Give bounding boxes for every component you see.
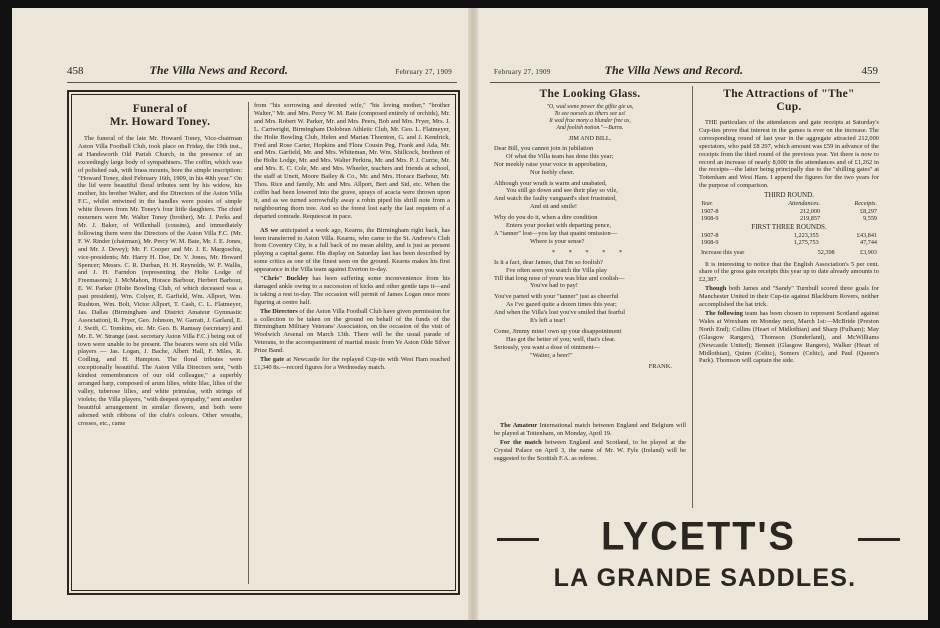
advert-brand: LYCETT'S [601,514,796,560]
attractions-column [699,88,879,508]
table-cell: 52,398 [817,248,835,256]
third-round-title: THIRD ROUND. [764,191,814,200]
funeral-headline-2: Mr. Howard Toney. [109,116,211,128]
poem-stanzas [494,145,686,360]
poem-line: You've had to pay! [530,282,578,290]
third-round-table [699,200,879,223]
poem-line: Nor meekly raise your voice in approbation, [494,160,608,168]
year-header: Year. [701,200,713,208]
poem-line: Why do you do it, when a dire condition [494,214,598,222]
left-running-title: The Villa News and Record. [149,63,288,77]
table-cell: £43,841 [856,231,877,239]
right-page-number: 459 [861,65,878,77]
poem-line: Where is your sense? [530,237,585,245]
referee-note-text: between England and Scotland, to be played at the Crystal Palace on April 3, the name of Mr. W. Fyle (Ireland) will be suggested to the Scottish F.A. as referee. [494,438,686,462]
table-cell: 1907-8 [701,207,719,215]
international-notes [494,422,686,508]
column-divider [248,102,249,584]
poem-line: Till that long nose of yours was blue and coolish— [494,274,625,282]
table-row [699,208,879,216]
poem-line: Of what the Villa team has done this year; [506,152,614,160]
poem-line: Although your wrath is warm and unabated, [494,179,607,187]
poem-line: Nor feebly cheer. [530,168,575,176]
poem-line: You've parted with your "tanner" just as cheerful [494,293,619,301]
attractions-intro: THE particulars of the attendances and gate receipts at Saturday's Cup-ties prove that interest in the games is ever on the increase. The corresponding round of last year in the aggregate attracted 212,000 spectators, who paid £8 297, which amount was £59 in advance of the receipts from the third round of the previous year. Yet there is now to record an increase of nearly 8,000 in the attendances and of £1,262 in the receipts—the latter being principally due to the "shilling gates" at Tottenham and West Ham. I append the figures for the two years for the purpose of comparison. [699,119,879,190]
epigraph-line: "O, wad some power the giftie gie us, [546,104,634,110]
amateur-note-text: International match between England and Belgium will be played at Tottenham, on Monday, April 19. [494,422,686,437]
poem-line: I've often seen you watch the Villa play [506,266,607,274]
poem-line: "Waiter, a beer!" [530,351,573,359]
left-page-date: February 27, 1909 [395,68,452,76]
poem-stanza [494,293,686,325]
poem-line: As I've gazed quite a dozen times this year; [506,301,617,309]
poem-stanza [494,180,686,212]
scotland-team-text: team has been chosen to represent Scotland against Wales at Wrexham on Monday next, March 1st:—McBride (Preston North End); Collins (Heart of Midlothian) and Sharp (Fulham); May (Glasgow Rangers), Thomson (Sunderland), and McWilliams (Newcastle United); Bennett (Glasgow Rangers), Walker (Heart of Midlothian), Quinn (Celtic), Somers (Celtic), and Paul (Queen's Park). Thomson will captain the side. [699,309,879,365]
poem-stanza [494,145,686,177]
table-row [699,239,879,247]
referee-note: For the match between England and Scotland, to be played at the Crystal Palace on April 3, the name of Mr. W. Fyle (Ireland) will be suggested to the Scottish F.A. as referee. [494,438,686,462]
share-paragraph: It is interesting to notice that the English Association's 5 per cent. share of the gross gate receipts this year up to date already amounts to £2,387. [699,260,879,284]
poem-signature: FRANK. [648,362,672,370]
right-running-title: The Villa News and Record. [604,63,743,77]
right-page-date: February 27, 1909 [494,68,551,76]
funeral-continuation: from "his sorrowing and devoted wife," "his loving mother," "brother Walter," Mr. and Mrs. Percy W. M. Bate (composed entirely of orchids), Mr. and Mrs. Robert W. Parker, Mr. and Mrs. Peers, Bob and Mrs. Fryer, Mrs. J. L. Cartwright, Birmingham Dolobran Athletic Club, Mr. Geo. L. Flatmeyer, the Holte Bowling Club, Helen and Marian Thornton, G. and J. Kendrick, Fred and Rose Carter, Hopkins and Flora Cousin Peg, Frank and Ada, Mr. and Mrs. Garfield, Mr. and Mrs. Whiteman, Mr. Wm. Shillcock, brethren of the Holte Lodge, Mr. and Mrs. Walter Perkins, Mr. and Mrs. P. J. Currie, Mr. and Mrs. E. C. Cole, Mr. and Mrs. Wheeler, teachers and friends at school, the staff at Unett, Moore Bailey & Co., Mr. and Mrs. Horace Barbour, Mr. Thos. Rice and family, Mr. and Mrs. Allport, Bert and Sid, etc. When the coffin had been lowered into the grave, sprays of acacia were thrown upon it, and as we turned sorrowfully away a robin piped his shrill note from a neighbouring thorn tree. And so the forest lost early the last requiem of a departed comrade. Requiescat in pace. [254,102,450,220]
advert-rule-left [497,538,539,541]
right-header-rule [490,82,880,83]
column-divider [692,86,693,508]
advert-rule-right [858,538,900,541]
funeral-column-1 [78,103,242,588]
table-cell: £3,903 [859,248,877,256]
advert-product: LA GRANDE SADDLES. [553,564,857,592]
kearns-paragraph: AS we anticipated a week ago, Kearns, the Birmingham right back, has been transferred to Aston Villa. Kearns, who came to the St. Andrew's Club from Coventry City, is a full back of no mean ability, and is just as present playing a capital game. His display on Saturday last has been described by some critics as one of the finest seen on the ground. Kearns makes his first appearance in the Villa team against Everton to-day. [254,226,450,274]
poem-line: Enters your pocket with departing pence, [506,222,612,230]
table-row [699,215,879,223]
poem-line: Seriously, you want a dose of ointment— [494,343,600,351]
scotland-team-paragraph: The following team has been chosen to represent Scotland against Wales at Wrexham on Monday next, March 1st:—McBride (Preston North End); Collins (Heart of Midlothian) and Sharp (Fulham); May (Glasgow Rangers), Thomson (Sunderland), and McWilliams (Newcastle United); Bennett (Glasgow Rangers), Walker (Heart of Midlothian), Quinn (Celtic), Somers (Celtic), and Paul (Queen's Park). Thomson will captain the side. [699,309,879,365]
first-three-rounds-title: FIRST THREE ROUNDS. [751,222,827,231]
gate-paragraph: The gate at Newcastle for the replayed Cup-tie with West Ham reached £1,340 8s.—record figures for a Wednesday match. [254,356,450,371]
table-cell: 1908-9 [701,239,719,247]
stanza-separator: * * * * * [551,248,629,256]
table-cell: 9,559 [863,215,877,223]
table-header-row [699,200,879,208]
poem-stanza [494,259,686,291]
buckley-paragraph: "Chris" Buckley has been suffering some inconvenience from his damaged ankle owing to a succession of kicks and other gentle taps it—and is taking a rest to-day. The occasion will permit of James Logan once more figuring at centre half. [254,275,450,306]
right-page-header [494,63,878,79]
left-page-number: 458 [67,65,84,77]
poem-line: It's left a tear! [530,317,566,325]
left-page-header [67,63,452,79]
poem-line: And sit and smile! [530,203,578,211]
funeral-headline-1: Funeral of [132,103,188,115]
increase-row [699,249,879,257]
poem-stanza [494,328,686,360]
page-gutter [468,8,478,620]
table-cell: 1908-9 [701,215,719,223]
table-cell: 1907-8 [701,231,719,239]
funeral-paragraph: The funeral of the late Mr. Howard Toney, Vice-chairman Aston Villa Football Club, took place on Friday, the 19th inst., at Handsworth Old Parish Church, in the presence of an exceedingly large body of sympathisers. The coffin, which was of polished oak, with brass mounts, bore the simple inscription: "Howard Toney, died February 16th, 1909, in his 40th year." On the lid were beautiful floral tributes sent by his widow, his mother, his brother Walter, and the Directors of the Aston Villa F.C., whilst entwined in the handles were posies of simple white flowers from Mr. Toney's four little daughters. The chief mourners were Mr. Walter Toney (brother), Mr. J. Perks and Mr. J. Baker, of Willenhall (cousins), and immediately following them were the Directors of the Aston Villa F.C. (Mr. F. W. Rinder (chairman), Mr. Percy W. M. Bate, Mr. J. E. Jones, and Mr. J. Devey); Mr. F. Cooper and Mr. J. E. Margoschis, vice-presidents; Mr. Harry H. Doe, Dr. V. Jones, Mr. Howard Spencer; Messrs. C. R. Durban, H. H. Reynolds, W. F. Wallis, and J. H. Farndon (representing the Holte Lodge of Freemasons); J. McMahon, Horace Barbour, Herbert Barbour, E. W. Parker (Holte Bowling Club, of which deceased was a past president), Wm. Colyer, E. Garfield, Wm. Allport, Wm. Rushton, Wm. Bolt, Victor Allport, T. Cash, C. L. Flatmeyer, Jas. Dallas (Birmingham and District Amateur Gymnastic Association), R. Fryer, Geo. Johnson, W. Garratt, J. Garland, E. J. Swift, C. Tomkins, etc. Mr. Geo. B. Ramsay (secretary) and Mr. E. W. Strange (asst. secretary Aston Villa F.C.) being out of town were unable to be present. The bearers were six old Villa players — Jas. Logan, J. Bache, Albert Hall, F. Miles, R. Codling, and H. Hampton. The floral tributes were exceptionally beautiful. The Aston Villa Directors sent, "with kindest remembrances of our old colleague," a superbly arranged harp, composed of arum lilies, white lilac, lilies of the valley, tuberose lilies, and white primulas, with strings of violets; the Villa players, "with deepest sympathy," sent another beautiful arrangement in similar flowers, and both were adorned with ribbons of the club's colours. Other wreaths, crosses, etc., came [78,135,242,427]
directors-paragraph: The Directors of the Aston Villa Football Club have given permission for a collection to be taken on the ground on behalf of the funds of the Birmingham Military Veterans' Association, on the occasion of the visit of Woolwich Arsenal on March 13th. There will be the usual parade of Veterans, to the accompaniment of martial music from Ye Aston Olde Silver Prize Band. [254,307,450,355]
first-three-rounds-table [699,232,879,247]
poem-line: Come, Jimmy mine! own up your disappointment [494,327,622,335]
newspaper-spread [12,8,928,620]
left-header-rule [67,82,457,83]
turnbull-paragraph: Though both James and "Sandy" Turnbull scored three goals for Manchester United in their Cup-tie against Blackburn Rovers, neither accomplished the hat trick. [699,285,879,309]
poem-line: And watch the faulty vanguard's shot frustrated, [494,195,617,203]
poem-line: You still go down and see their play so vile, [506,187,618,195]
poem-stanza [494,214,686,246]
table-cell: 1,275,753 [793,239,819,247]
table-row [699,232,879,240]
epigraph-line: It wad frae mony a blunder free us, [549,118,631,124]
table-cell: Increase this year [701,248,745,256]
table-cell: 47,744 [859,239,877,247]
epigraph-line: And foolish notion."—Burns. [556,125,624,131]
increase-table [699,249,879,257]
attractions-headline-1: The Attractions of "The" [723,88,855,100]
table-cell: 1,223,355 [793,231,819,239]
table-cell: 219,857 [799,215,821,223]
amateur-international-note: The Amateur International match between England and Belgium will be played at Tottenham, on Monday, April 19. [494,422,686,437]
receipts-header: Receipts. [854,200,877,208]
attendances-header: Attendances. [788,200,821,208]
turnbull-text: both James and "Sandy" Turnbull scored three goals for Manchester United in their Cup-tie against Blackburn Rovers, neither accomplished the hat trick. [699,285,879,309]
poem-subhead: JIM AND BILL. [568,135,612,142]
epigraph-line: To see oursels as ithers see us! [554,111,626,117]
table-cell: £8,297 [859,207,877,215]
funeral-column-2 [254,102,450,587]
table-cell: 212,000 [799,207,821,215]
poem-line: Is it a fact, dear James, that I'm so foolish? [494,258,603,266]
looking-glass-headline: The Looking Glass. [539,88,641,100]
poem-line: And when the Villa's lost you've smiled that fearful [494,309,626,317]
poem-line: Dear Bill, you cannot join in jubilation [494,144,594,152]
poem-line: A "tanner" lost—you lay that quaint omission— [494,229,618,237]
attractions-headline-2: Cup. [776,101,802,113]
poem-line: Has got the better of you; well, that's clear. [506,335,616,343]
